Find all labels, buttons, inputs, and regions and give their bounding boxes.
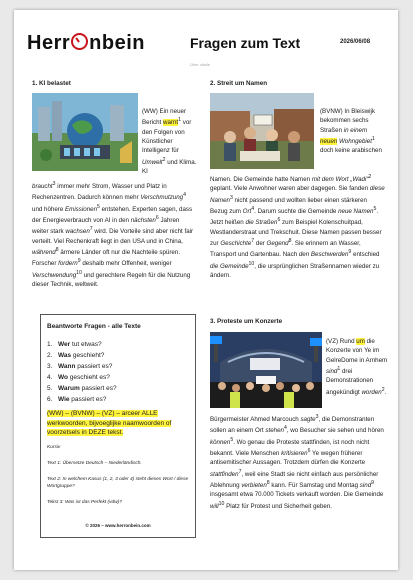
brand-logo: Herr nbein [27, 32, 145, 54]
question-item: 5. Warum passiert es? [47, 385, 117, 392]
page-title: Fragen zum Text [190, 35, 301, 51]
clock-icon [71, 33, 88, 50]
kursiv-label: Kursiv [47, 445, 61, 450]
article-3-text-bottom: Bürgermeister Ahmed Marcouch sagte$^3$, die Demonstranten sollen an einem Ort stehen$^4$, wo Besucher sie sehen und hören können$^5$. Wo genau die Proteste stattfinden, ist noch nicht bekannt. Viele Menschen kritisieren$^6$ Ye wegen früherer antisemitischer Aussagen. Trotzdem dürfen die Konzerte stattfinden$^7$, weil eine Stadt sie nicht einfach aus persönlicher Ablehnung verbieten$^8$ kann. Für Samstag und Montag sind$^9$ insgesamt etwa 70.000 Tickets verkauft worden. Die Gemeinde will$^{10}$ Platz für Protest und Sicherheit geben. [210, 414, 384, 510]
question-item: 2. Was geschieht? [47, 352, 105, 359]
copyright: © 2026 – www.herronbein.com [85, 523, 151, 528]
questions-box-title: Beantworte Fragen - alle Texte [47, 323, 141, 330]
article-3-heading: 3. Proteste um Konzerte [210, 318, 283, 325]
article-2-text-bottom: Namen. Die Gemeinde hatte Namen mit dem Wort „Wadi“$^2$ geplant. Viele Anwohner waren aber dagegen. Sie fanden diese Namen$^3$ nicht passend und wollten lieber einen stärkeren Bezug zum Ort$^4$. Darum suchte die Gemeinde neue Namen$^5$. Jetzt heißen die Straßen$^6$ zum Beispiel Kolenschuitpad, Westlanderstraat und Trekschuit. Diese Namen passen besser zur Geschichte$^7$ der Gegend$^8$. Sie erinnern an Wasser, Transport und Gartenbau. Nach den Beschwerden$^9$ entschied die Gemeinde$^{10}$, die ursprünglichen Straßennamen wieder zu ändern. [210, 174, 385, 280]
article-1-text-bottom: braucht$^3$ immer mehr Strom, Wasser und Platz in Rechenzentren. Dadurch können mehr Verschmutzung$^4$ und höhere Emissionen$^5$ entstehen. Experten sagen, dass der Energieverbrauch von AI in den nächsten$^6$ Jahren weiter stark wachsen$^7$ wird. Die Vorteile sind aber nicht fair verteilt. Viel Rechenkraft liegt in den USA und in China, während$^8$ ärmere Länder oft nur die Nachteile spüren. Forscher fordern$^9$ deshalb mehr Offenheit, weniger Verschwendung$^{10}$ und gerechtere Regeln für die Nutzung dieser Technik, weltweit. [32, 181, 194, 289]
header-url: Über uitslie [190, 62, 211, 67]
article-1-heading: 1. KI belastet [32, 80, 71, 87]
task-text-1: Text 1: Übersetze Deutsch – Niederländisch. [47, 461, 142, 466]
article-1-text-top: (WW) Ein neuer Bericht warnt$^1$ vor den Folgen von Künstlicher Intelligenz für Umwelt$^2$ und Klima. KI [142, 108, 197, 175]
question-item: 6. Wie passiert es? [47, 396, 107, 403]
article-2-image [210, 93, 314, 169]
question-item: 4. Wo geschieht es? [47, 374, 110, 381]
article-2-heading: 2. Streit um Namen [210, 80, 268, 87]
task-text-2: Text 2: In welchem Kasus (1, 2, 3 oder 4) steht dieses Wort / diese Wortgruppe? [47, 477, 189, 489]
question-item: 3. Wann passiert es? [47, 363, 113, 370]
questions-box [40, 314, 196, 538]
worksheet-page [14, 10, 398, 570]
highlight-instruction: (WW) – (BVNW) – (VZ) – arceer ALLE werkwoorden, bijvoeglijke naamwoorden of voorzetsels in DEZE tekst. [47, 410, 172, 437]
article-3-image [210, 332, 322, 408]
article-2-text-top: (BVNW) In Bleiswijk bekommen sechs Straßen in einem neuen Wohngebiet$^1$ doch keine arabischen [320, 108, 382, 155]
page-date: 2026/06/08 [340, 39, 371, 45]
task-text-3: Tekst 3: Was ist das Perfekt (vdw)? [47, 500, 122, 505]
article-1-image [32, 93, 138, 171]
article-3-text-top: (VZ) Rund um die Konzerte von Ye im GelreDome in Arnhem sind$^1$ drei Demonstrationen angekündigt worden$^2$. [326, 338, 388, 396]
question-item: 1. Wer tut etwas? [47, 341, 102, 348]
